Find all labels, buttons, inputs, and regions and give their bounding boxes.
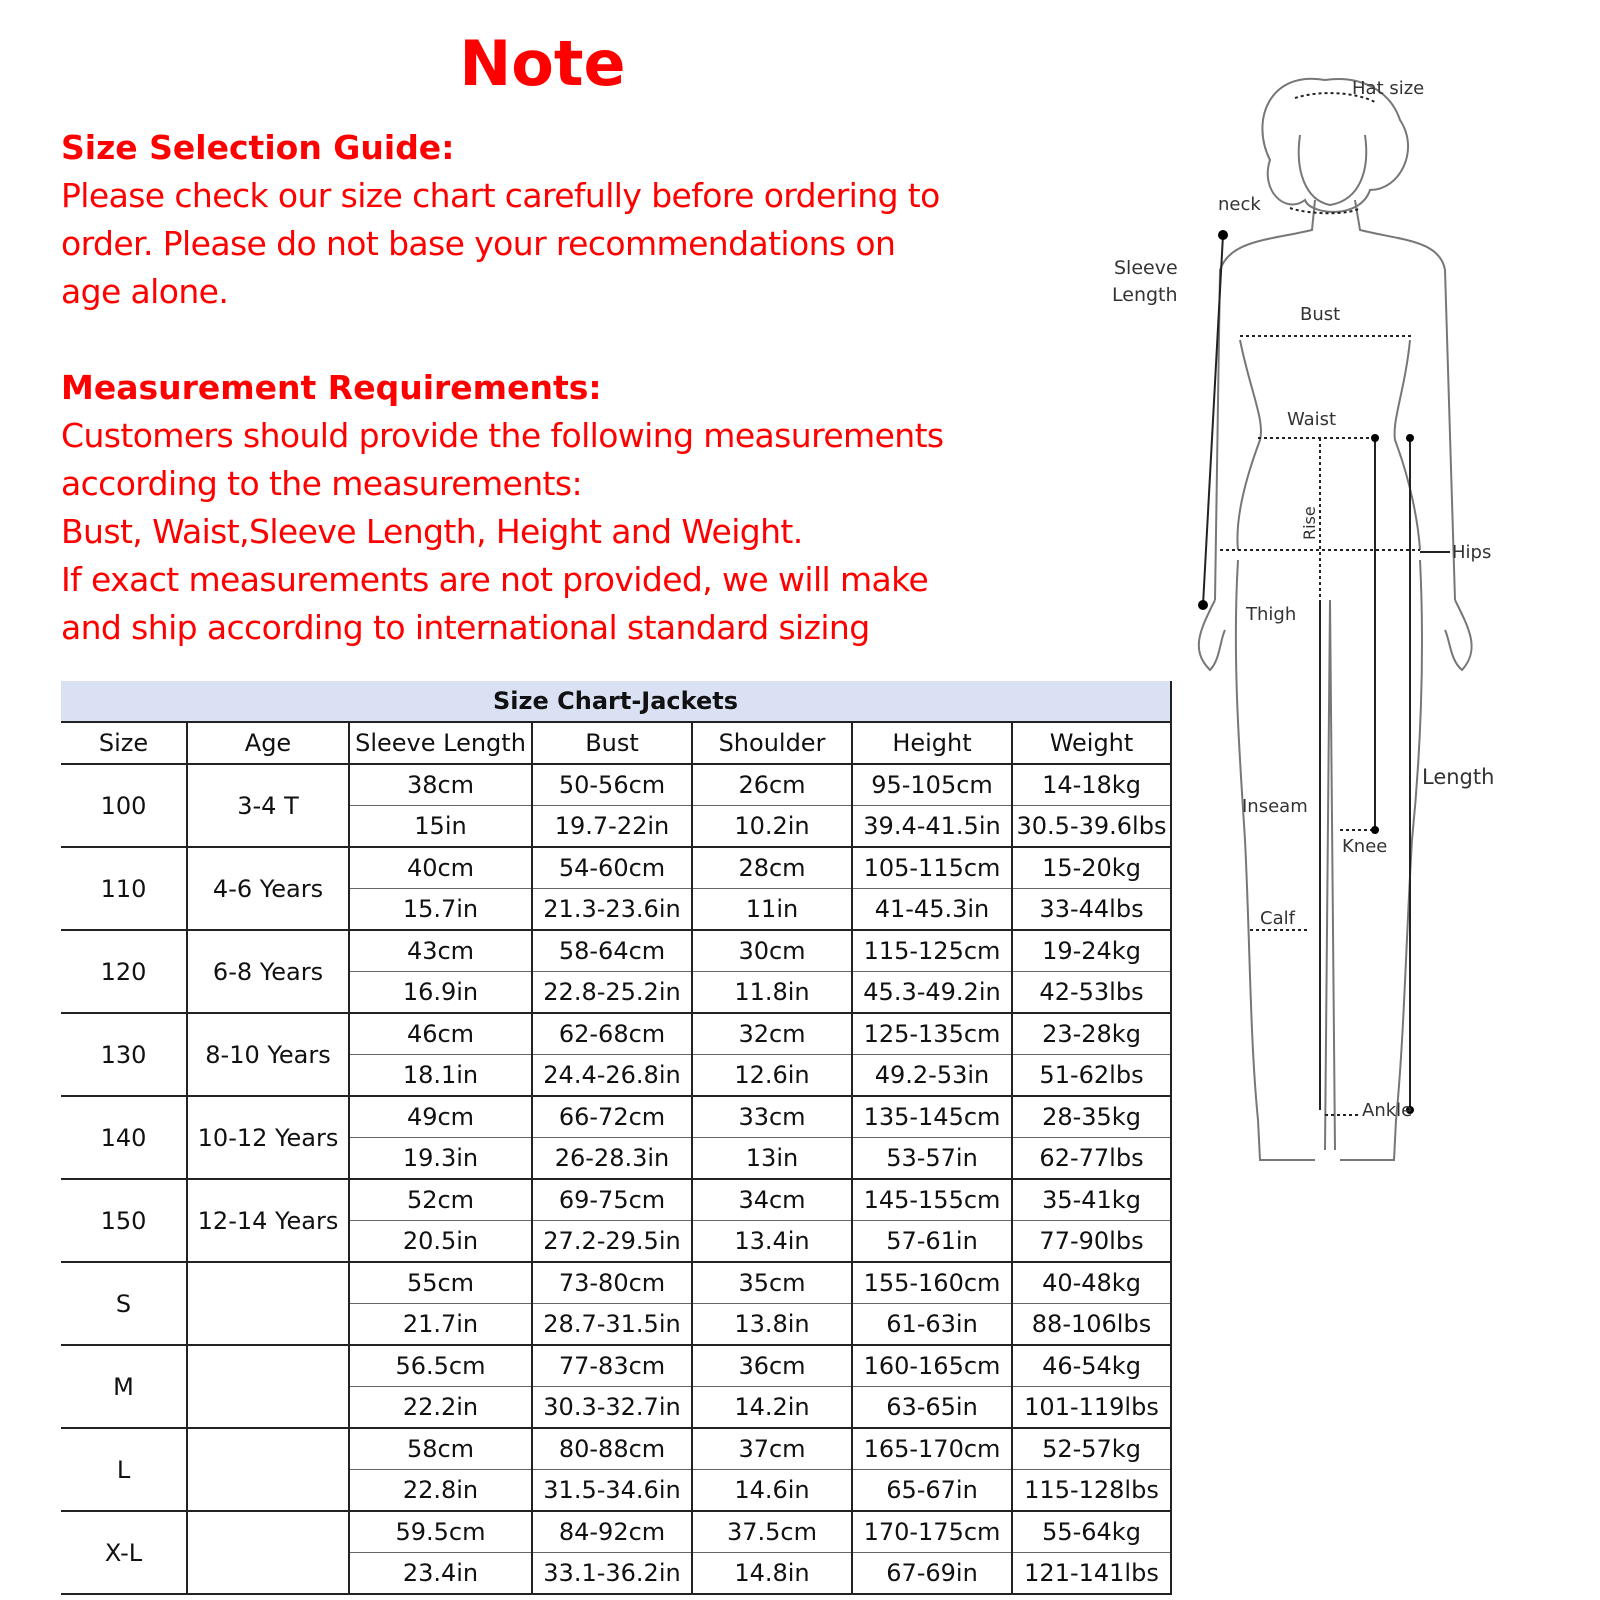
column-header: Age: [187, 722, 349, 764]
label-sleeve-length: Length: [1112, 284, 1178, 306]
size-guide-line: Please check our size chart carefully before ordering to: [61, 176, 940, 215]
imperial-cell: 19.3in: [349, 1138, 532, 1180]
size-cell: S: [61, 1262, 187, 1345]
imperial-cell: 24.4-26.8in: [532, 1055, 692, 1097]
age-cell: 10-12 Years: [187, 1096, 349, 1179]
imperial-cell: 57-61in: [852, 1221, 1012, 1263]
imperial-cell: 101-119lbs: [1012, 1387, 1171, 1429]
metric-cell: 28-35kg: [1012, 1096, 1171, 1138]
metric-cell: 55-64kg: [1012, 1511, 1171, 1553]
metric-cell: 23-28kg: [1012, 1013, 1171, 1055]
imperial-cell: 41-45.3in: [852, 889, 1012, 931]
age-cell: [187, 1345, 349, 1428]
metric-cell: 46cm: [349, 1013, 532, 1055]
imperial-cell: 11in: [692, 889, 852, 931]
table-row: [61, 764, 1171, 806]
label-bust: Bust: [1300, 304, 1341, 325]
metric-cell: 105-115cm: [852, 847, 1012, 889]
imperial-cell: 121-141lbs: [1012, 1553, 1171, 1595]
size-guide-line: order. Please do not base your recommendations on: [61, 224, 896, 263]
size-chart-caption: Size Chart-Jackets: [61, 681, 1171, 722]
metric-cell: 55cm: [349, 1262, 532, 1304]
metric-cell: 62-68cm: [532, 1013, 692, 1055]
metric-cell: 80-88cm: [532, 1428, 692, 1470]
imperial-cell: 15.7in: [349, 889, 532, 931]
imperial-cell: 77-90lbs: [1012, 1221, 1171, 1263]
metric-cell: 30cm: [692, 930, 852, 972]
size-cell: 100: [61, 764, 187, 847]
imperial-cell: 62-77lbs: [1012, 1138, 1171, 1180]
imperial-cell: 15in: [349, 806, 532, 848]
metric-cell: 50-56cm: [532, 764, 692, 806]
body-figure-svg: [1112, 40, 1540, 1200]
imperial-cell: 26-28.3in: [532, 1138, 692, 1180]
age-cell: [187, 1262, 349, 1345]
imperial-cell: 16.9in: [349, 972, 532, 1014]
metric-cell: 56.5cm: [349, 1345, 532, 1387]
imperial-cell: 28.7-31.5in: [532, 1304, 692, 1346]
measurement-line: If exact measurements are not provided, we will make: [61, 560, 929, 599]
imperial-cell: 22.8-25.2in: [532, 972, 692, 1014]
metric-cell: 32cm: [692, 1013, 852, 1055]
table-row: [61, 930, 1171, 972]
age-cell: [187, 1428, 349, 1511]
imperial-cell: 11.8in: [692, 972, 852, 1014]
size-cell: L: [61, 1428, 187, 1511]
metric-cell: 52-57kg: [1012, 1428, 1171, 1470]
metric-cell: 165-170cm: [852, 1428, 1012, 1470]
imperial-cell: 14.6in: [692, 1470, 852, 1512]
imperial-cell: 13in: [692, 1138, 852, 1180]
imperial-cell: 21.3-23.6in: [532, 889, 692, 931]
size-cell: 110: [61, 847, 187, 930]
age-cell: 12-14 Years: [187, 1179, 349, 1262]
label-ankle: Ankle: [1362, 1100, 1413, 1121]
imperial-cell: 65-67in: [852, 1470, 1012, 1512]
metric-cell: 49cm: [349, 1096, 532, 1138]
label-inseam: Inseam: [1242, 796, 1308, 817]
metric-cell: 46-54kg: [1012, 1345, 1171, 1387]
size-cell: 130: [61, 1013, 187, 1096]
metric-cell: 36cm: [692, 1345, 852, 1387]
metric-cell: 26cm: [692, 764, 852, 806]
imperial-cell: 27.2-29.5in: [532, 1221, 692, 1263]
metric-cell: 40-48kg: [1012, 1262, 1171, 1304]
metric-cell: 33cm: [692, 1096, 852, 1138]
imperial-cell: 51-62lbs: [1012, 1055, 1171, 1097]
imperial-cell: 14.2in: [692, 1387, 852, 1429]
column-header: Shoulder: [692, 722, 852, 764]
metric-cell: 43cm: [349, 930, 532, 972]
age-cell: 3-4 T: [187, 764, 349, 847]
imperial-cell: 67-69in: [852, 1553, 1012, 1595]
imperial-cell: 13.8in: [692, 1304, 852, 1346]
measurement-line: and ship according to international standard sizing: [61, 608, 870, 647]
metric-cell: 160-165cm: [852, 1345, 1012, 1387]
metric-cell: 77-83cm: [532, 1345, 692, 1387]
metric-cell: 155-160cm: [852, 1262, 1012, 1304]
metric-cell: 37.5cm: [692, 1511, 852, 1553]
label-waist: Waist: [1287, 409, 1337, 430]
column-header: Bust: [532, 722, 692, 764]
table-row: [61, 1096, 1171, 1138]
size-cell: 120: [61, 930, 187, 1013]
imperial-cell: 63-65in: [852, 1387, 1012, 1429]
metric-cell: 84-92cm: [532, 1511, 692, 1553]
table-row: [61, 1179, 1171, 1221]
metric-cell: 58cm: [349, 1428, 532, 1470]
size-chart: [61, 681, 1171, 1595]
metric-cell: 58-64cm: [532, 930, 692, 972]
body-measurement-diagram: [1112, 40, 1540, 1200]
metric-cell: 115-125cm: [852, 930, 1012, 972]
imperial-cell: 19.7-22in: [532, 806, 692, 848]
metric-cell: 34cm: [692, 1179, 852, 1221]
metric-cell: 52cm: [349, 1179, 532, 1221]
table-row: [61, 1013, 1171, 1055]
imperial-cell: 18.1in: [349, 1055, 532, 1097]
size-cell: 150: [61, 1179, 187, 1262]
imperial-cell: 53-57in: [852, 1138, 1012, 1180]
table-row: [61, 1511, 1171, 1553]
label-calf: Calf: [1260, 908, 1295, 929]
metric-cell: 95-105cm: [852, 764, 1012, 806]
size-guide-heading: Size Selection Guide:: [61, 128, 455, 167]
metric-cell: 59.5cm: [349, 1511, 532, 1553]
imperial-cell: 21.7in: [349, 1304, 532, 1346]
imperial-cell: 22.8in: [349, 1470, 532, 1512]
imperial-cell: 39.4-41.5in: [852, 806, 1012, 848]
metric-cell: 35-41kg: [1012, 1179, 1171, 1221]
metric-cell: 19-24kg: [1012, 930, 1171, 972]
imperial-cell: 22.2in: [349, 1387, 532, 1429]
size-chart-table: [61, 681, 1172, 1595]
measurement-line: Customers should provide the following measurements: [61, 416, 944, 455]
imperial-cell: 30.3-32.7in: [532, 1387, 692, 1429]
imperial-cell: 49.2-53in: [852, 1055, 1012, 1097]
table-row: [61, 847, 1171, 889]
measurement-line: according to the measurements:: [61, 464, 582, 503]
imperial-cell: 61-63in: [852, 1304, 1012, 1346]
label-sleeve-length: Sleeve: [1114, 257, 1178, 279]
imperial-cell: 20.5in: [349, 1221, 532, 1263]
imperial-cell: 33.1-36.2in: [532, 1553, 692, 1595]
metric-cell: 14-18kg: [1012, 764, 1171, 806]
metric-cell: 40cm: [349, 847, 532, 889]
metric-cell: 135-145cm: [852, 1096, 1012, 1138]
page-title: Note: [459, 27, 626, 100]
label-hips: Hips: [1452, 542, 1492, 563]
imperial-cell: 23.4in: [349, 1553, 532, 1595]
metric-cell: 28cm: [692, 847, 852, 889]
age-cell: 6-8 Years: [187, 930, 349, 1013]
imperial-cell: 10.2in: [692, 806, 852, 848]
imperial-cell: 30.5-39.6lbs: [1012, 806, 1171, 848]
table-row: [61, 1345, 1171, 1387]
size-cell: 140: [61, 1096, 187, 1179]
column-header: Height: [852, 722, 1012, 764]
age-cell: [187, 1511, 349, 1594]
size-chart-header-row: [61, 722, 1171, 764]
age-cell: 8-10 Years: [187, 1013, 349, 1096]
label-hat-size: Hat size: [1352, 78, 1425, 99]
imperial-cell: 13.4in: [692, 1221, 852, 1263]
imperial-cell: 31.5-34.6in: [532, 1470, 692, 1512]
label-thigh: Thigh: [1246, 604, 1297, 625]
imperial-cell: 33-44lbs: [1012, 889, 1171, 931]
metric-cell: 38cm: [349, 764, 532, 806]
imperial-cell: 45.3-49.2in: [852, 972, 1012, 1014]
label-neck: neck: [1218, 194, 1261, 215]
table-row: [61, 1262, 1171, 1304]
age-cell: 4-6 Years: [187, 847, 349, 930]
measurement-line: Bust, Waist,Sleeve Length, Height and Weight.: [61, 512, 803, 551]
metric-cell: 145-155cm: [852, 1179, 1012, 1221]
column-header: Sleeve Length: [349, 722, 532, 764]
metric-cell: 170-175cm: [852, 1511, 1012, 1553]
table-row: [61, 1428, 1171, 1470]
label-length: Length: [1422, 765, 1495, 789]
column-header: Weight: [1012, 722, 1171, 764]
metric-cell: 54-60cm: [532, 847, 692, 889]
imperial-cell: 14.8in: [692, 1553, 852, 1595]
imperial-cell: 115-128lbs: [1012, 1470, 1171, 1512]
size-guide-line: age alone.: [61, 272, 229, 311]
imperial-cell: 42-53lbs: [1012, 972, 1171, 1014]
metric-cell: 35cm: [692, 1262, 852, 1304]
imperial-cell: 12.6in: [692, 1055, 852, 1097]
metric-cell: 69-75cm: [532, 1179, 692, 1221]
metric-cell: 66-72cm: [532, 1096, 692, 1138]
label-rise: Rise: [1300, 506, 1319, 540]
size-cell: M: [61, 1345, 187, 1428]
imperial-cell: 88-106lbs: [1012, 1304, 1171, 1346]
notes-section: [61, 124, 1061, 652]
metric-cell: 37cm: [692, 1428, 852, 1470]
metric-cell: 73-80cm: [532, 1262, 692, 1304]
measurement-requirements-heading: Measurement Requirements:: [61, 368, 602, 407]
metric-cell: 125-135cm: [852, 1013, 1012, 1055]
label-knee: Knee: [1342, 836, 1388, 857]
column-header: Size: [61, 722, 187, 764]
size-cell: X-L: [61, 1511, 187, 1594]
metric-cell: 15-20kg: [1012, 847, 1171, 889]
